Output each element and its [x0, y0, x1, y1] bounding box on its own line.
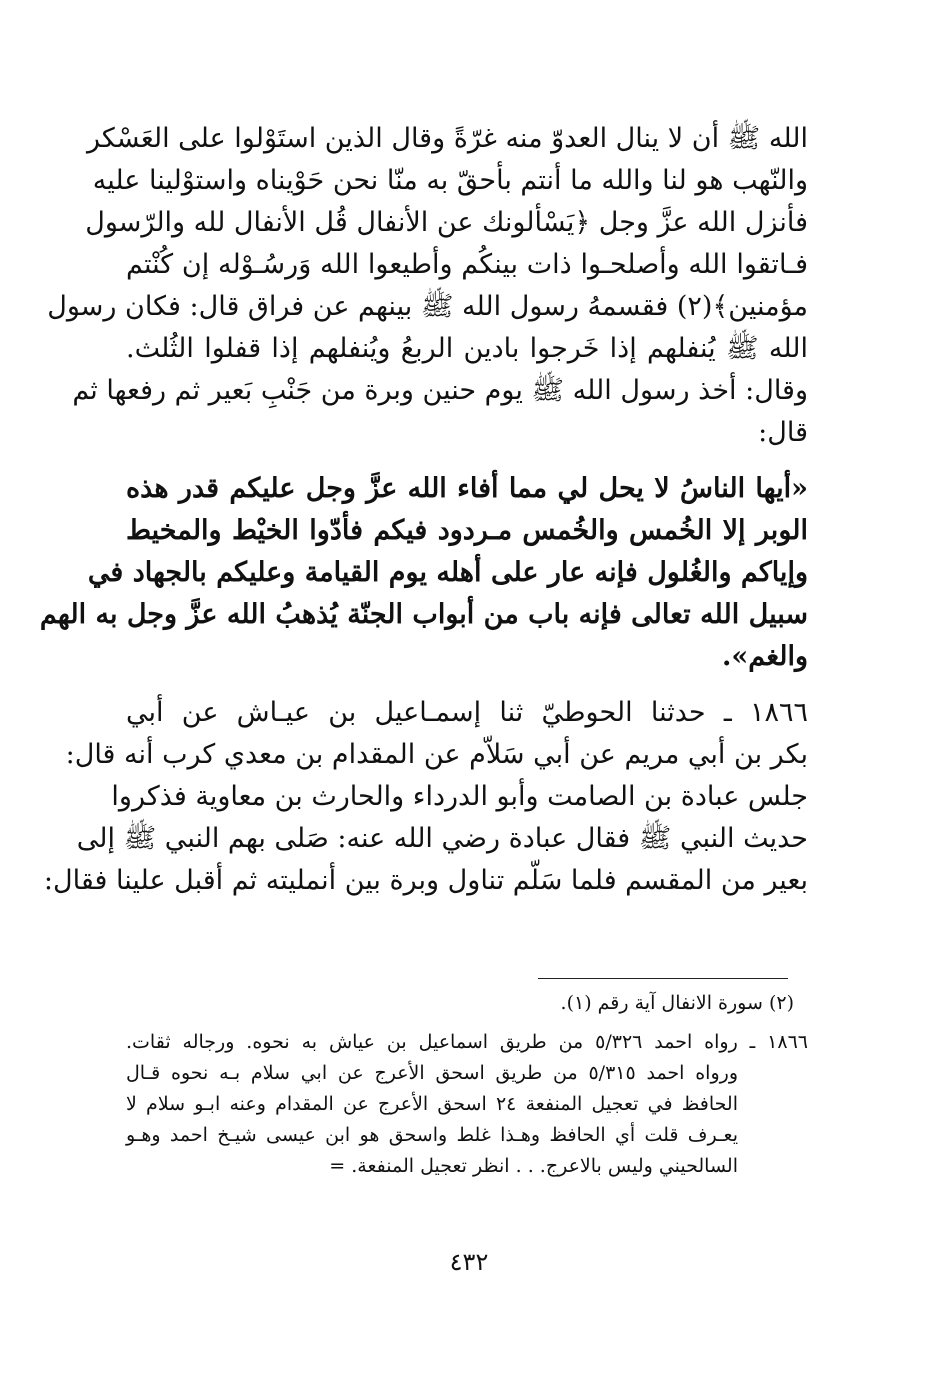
footnote-divider	[538, 978, 788, 979]
text-line: فـاتقوا الله وأصلحـوا ذات بينكُم وأطيعوا الله وَرسُـوْله إن كُنْتم	[126, 249, 808, 280]
text-line: مؤمنين﴾(٢) فقسمهُ رسول الله ﷺ بينهم عن فراق قال: فكان رسول	[47, 291, 808, 322]
footnote-1866-line: ١٨٦٦ ـ رواه احمد ٥/٣٢٦ من طريق اسماعيل بن عياش به نحوه. ورجاله ثقات.	[126, 1031, 808, 1053]
footnote-1866-line: يعـرف قلت أي الحافظ وهـذا غلط واسحق هو ابن عيسى شيـخ احمد وهـو	[126, 1124, 738, 1146]
footnote-1866-line: ورواه احمد ٥/٣١٥ من طريق اسحق الأعرج عن ابي سلام بـه نحوه قـال	[126, 1062, 738, 1084]
footnote-1866-line: السالحيني وليس بالاعرج. . . انظر تعجيل المنفعة. =	[329, 1155, 738, 1177]
hadith-text-line: الوبر إلا الخُمس والخُمس مـردود فيكم فأدّوا الخيْط والمخيط	[126, 515, 808, 546]
hadith-text-line: والغم».	[721, 641, 808, 672]
footnotes	[126, 988, 808, 1182]
page-number: ٤٣٢	[449, 1248, 489, 1276]
paragraph-break	[126, 678, 808, 692]
text-line: حديث النبي ﷺ فقال عبادة رضي الله عنه: صَلى بهم النبي ﷺ إلى	[76, 823, 808, 854]
paragraph-break	[126, 454, 808, 468]
text-line: فأنزل الله عزَّ وجل ﴿يَسْألونك عن الأنفال قُل الأنفال لله والرّسول	[85, 207, 808, 238]
text-line: ١٨٦٦ ـ حدثنا الحوطيّ ثنا إسمـاعيل بن عيـاش عن أبي	[126, 697, 808, 728]
footnote-gap	[126, 1019, 808, 1027]
hadith-text-line: سبيل الله تعالى فإنه باب من أبواب الجنّة يُذهبُ الله عزَّ وجل به الهم	[39, 599, 808, 630]
hadith-text-line: وإياكم والغُلول فإنه عار على أهله يوم القيامة وعليكم بالجهاد في	[87, 557, 808, 588]
text-line: والنّهب هو لنا والله ما أنتم بأحقّ به منّا نحن حَوْيناه واستوْلينا عليه	[92, 165, 808, 196]
footnote-1866-line: الحافظ في تعجيل المنفعة ٢٤ اسحق الأعرج عن المقدام وعنه ابـو سلام لا	[126, 1093, 738, 1115]
hadith-text-line: «أيها الناسُ لا يحل لي مما أفاء الله عزَّ وجل عليكم قدر هذه	[126, 473, 808, 504]
text-line: الله ﷺ يُنفلهم إذا خَرجوا بادين الربعُ ويُنفلهم إذا قفلوا الثُلث.	[126, 333, 808, 364]
text-line: قال:	[758, 417, 808, 448]
text-line: بعير من المقسم فلما سَلّم تناول وبرة بين أنمليته ثم أقبل علينا فقال:	[43, 865, 808, 896]
text-line: جلس عبادة بن الصامت وأبو الدرداء والحارث بن معاوية فذكروا	[111, 781, 808, 812]
text-line: بكر بن أبي مريم عن أبي سَلاّم عن المقدام بن معدي كرب أنه قال:	[65, 739, 808, 770]
text-line: وقال: أخذ رسول الله ﷺ يوم حنين وبرة من جَنْبِ بَعير ثم رفعها ثم	[72, 375, 808, 406]
text-line: الله ﷺ أن لا ينال العدوّ منه غرّةً وقال الذين استَوْلوا على العَسْكر	[86, 123, 808, 154]
footnote-2: (٢) سورة الانفال آية رقم (١).	[560, 992, 794, 1014]
main-text	[39, 118, 808, 902]
